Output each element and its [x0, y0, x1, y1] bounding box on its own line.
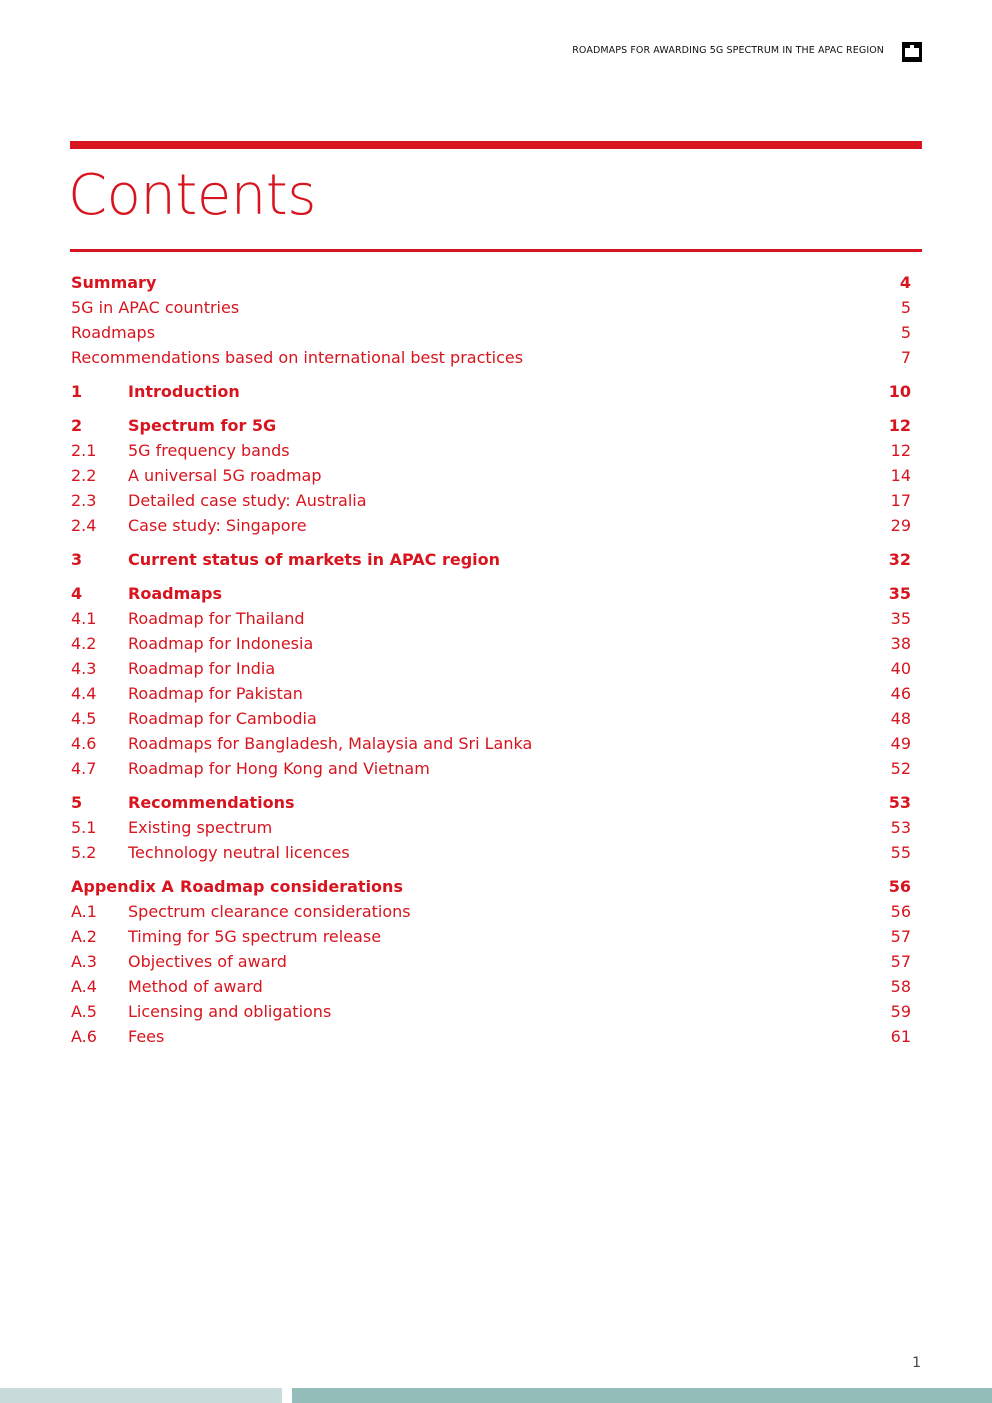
toc-entry-label: Roadmap for Cambodia: [128, 709, 317, 728]
toc-entry-label: Fees: [128, 1027, 165, 1046]
toc-entry-number: A.5: [71, 1002, 97, 1021]
toc-entry-number: 4.1: [71, 609, 97, 628]
toc-entry-label: Recommendations based on international best practices: [71, 348, 524, 367]
toc-entry-page: 57: [890, 927, 911, 946]
toc-entry-label: Roadmap for Hong Kong and Vietnam: [128, 759, 430, 778]
toc-entry[interactable]: [71, 379, 911, 404]
toc-entry-page: 35: [890, 609, 911, 628]
toc-entry[interactable]: [71, 949, 911, 974]
toc-entry-label: Roadmap for Indonesia: [128, 634, 314, 653]
toc-entry-page: 5: [900, 323, 911, 342]
toc-entry-label: A universal 5G roadmap: [128, 466, 322, 485]
toc-entry-number: A.3: [71, 952, 97, 971]
toc-entry[interactable]: [71, 345, 911, 370]
footer-bar-right: [292, 1388, 992, 1403]
toc-entry-number: A.4: [71, 977, 97, 996]
toc-entry-page: 4: [899, 273, 911, 292]
publisher-logo-icon: [902, 42, 922, 62]
toc-entry-page: 5: [900, 298, 911, 317]
toc-entry[interactable]: [71, 606, 911, 631]
toc-entry-label: Roadmap for Pakistan: [128, 684, 303, 703]
page-number: 1: [912, 1355, 921, 1371]
toc-entry-page: 32: [888, 550, 911, 569]
toc-entry-page: 56: [890, 902, 911, 921]
toc-entry-number: 4.4: [71, 684, 97, 703]
toc-entry-label: Method of award: [128, 977, 263, 996]
toc-entry[interactable]: [71, 999, 911, 1024]
toc-entry-number: 2.1: [71, 441, 97, 460]
toc-entry-number: 5.1: [71, 818, 97, 837]
toc-entry-label: Summary: [71, 273, 157, 292]
toc-entry-page: 56: [888, 877, 911, 896]
toc-entry-label: Current status of markets in APAC region: [128, 550, 501, 569]
toc-entry-label: Recommendations: [128, 793, 295, 812]
toc-entry[interactable]: [71, 815, 911, 840]
toc-entry-number: A.1: [71, 902, 97, 921]
toc-entry-number: 5.2: [71, 843, 97, 862]
toc-entry[interactable]: [71, 706, 911, 731]
toc-entry[interactable]: [71, 631, 911, 656]
toc-entry-number: 4.2: [71, 634, 97, 653]
toc-entry[interactable]: [71, 924, 911, 949]
toc-entry-label: Objectives of award: [128, 952, 287, 971]
toc-entry-label: Case study: Singapore: [128, 516, 307, 535]
toc-entry-number: 3: [71, 550, 83, 569]
toc-entry[interactable]: [71, 488, 911, 513]
toc-entry-page: 40: [890, 659, 911, 678]
toc-entry[interactable]: [71, 1024, 911, 1049]
toc-entry[interactable]: [71, 320, 911, 345]
toc-entry[interactable]: [71, 270, 911, 295]
toc-entry-number: 2.3: [71, 491, 97, 510]
toc-entry-page: 14: [890, 466, 911, 485]
toc-entry-label: Timing for 5G spectrum release: [128, 927, 382, 946]
toc-entry-label: Existing spectrum: [128, 818, 273, 837]
toc-entry-page: 49: [890, 734, 911, 753]
toc-entry-page: 59: [890, 1002, 911, 1021]
toc-entry-label: Roadmap for Thailand: [128, 609, 305, 628]
page-title: Contents: [68, 163, 316, 228]
toc-entry[interactable]: [71, 681, 911, 706]
toc-entry[interactable]: [71, 874, 911, 899]
toc-entry[interactable]: [71, 547, 911, 572]
toc-entry-page: 29: [890, 516, 911, 535]
toc-entry-label: Roadmap considerations: [180, 877, 403, 896]
toc-entry[interactable]: [71, 413, 911, 438]
toc-entry[interactable]: [71, 899, 911, 924]
toc-entry-label: 5G in APAC countries: [71, 298, 240, 317]
toc-entry-label: Roadmaps for Bangladesh, Malaysia and Sri Lanka: [128, 734, 533, 753]
toc-entry-page: 12: [888, 416, 911, 435]
toc-entry-page: 46: [890, 684, 911, 703]
toc-entry[interactable]: [71, 438, 911, 463]
toc-entry-label: Roadmaps: [71, 323, 156, 342]
toc-entry-label: Spectrum clearance considerations: [128, 902, 411, 921]
toc-entry-number: A.2: [71, 927, 97, 946]
toc-entry[interactable]: [71, 790, 911, 815]
toc-entry-page: 55: [890, 843, 911, 862]
toc-entry-label: Roadmaps: [128, 584, 223, 603]
toc-entry-number: 4.5: [71, 709, 97, 728]
toc-entry-page: 35: [888, 584, 911, 603]
toc-entry-page: 61: [890, 1027, 911, 1046]
toc-entry-number: A.6: [71, 1027, 97, 1046]
toc-entry-number: Appendix A: [71, 877, 174, 896]
toc-entry-label: Spectrum for 5G: [128, 416, 277, 435]
toc-entry-page: 48: [890, 709, 911, 728]
toc-entry[interactable]: [71, 731, 911, 756]
toc-entry[interactable]: [71, 840, 911, 865]
footer-bar-left: [0, 1388, 282, 1403]
toc-entry-number: 4.7: [71, 759, 97, 778]
toc-entry-page: 12: [890, 441, 911, 460]
running-header: ROADMAPS FOR AWARDING 5G SPECTRUM IN THE APAC REGION: [572, 45, 884, 56]
toc-entry-label: Introduction: [128, 382, 240, 401]
title-bottom-rule: [70, 249, 922, 252]
toc-entry[interactable]: [71, 974, 911, 999]
toc-entry-number: 2.2: [71, 466, 97, 485]
toc-entry-page: 38: [890, 634, 911, 653]
toc-entry-label: 5G frequency bands: [128, 441, 290, 460]
table-of-contents: [71, 270, 911, 1049]
toc-entry[interactable]: [71, 463, 911, 488]
toc-entry-number: 2.4: [71, 516, 97, 535]
toc-entry-number: 4.3: [71, 659, 97, 678]
title-top-rule: [70, 141, 922, 149]
toc-entry-number: 4.6: [71, 734, 97, 753]
toc-entry-number: 4: [71, 584, 83, 603]
toc-entry-page: 58: [890, 977, 911, 996]
toc-entry-label: Licensing and obligations: [128, 1002, 332, 1021]
toc-entry-number: 1: [71, 382, 83, 401]
toc-entry[interactable]: [71, 581, 911, 606]
toc-entry-page: 7: [900, 348, 911, 367]
toc-entry[interactable]: [71, 756, 911, 781]
toc-entry-page: 52: [890, 759, 911, 778]
toc-entry-number: 2: [71, 416, 83, 435]
toc-entry-page: 17: [890, 491, 911, 510]
toc-entry-label: Roadmap for India: [128, 659, 276, 678]
toc-entry[interactable]: [71, 295, 911, 320]
toc-entry-page: 53: [890, 818, 911, 837]
toc-entry-page: 57: [890, 952, 911, 971]
toc-entry-label: Detailed case study: Australia: [128, 491, 367, 510]
toc-entry-number: 5: [71, 793, 83, 812]
toc-entry[interactable]: [71, 656, 911, 681]
toc-entry-page: 10: [888, 382, 911, 401]
toc-entry-page: 53: [888, 793, 911, 812]
toc-entry-label: Technology neutral licences: [128, 843, 350, 862]
toc-entry[interactable]: [71, 513, 911, 538]
